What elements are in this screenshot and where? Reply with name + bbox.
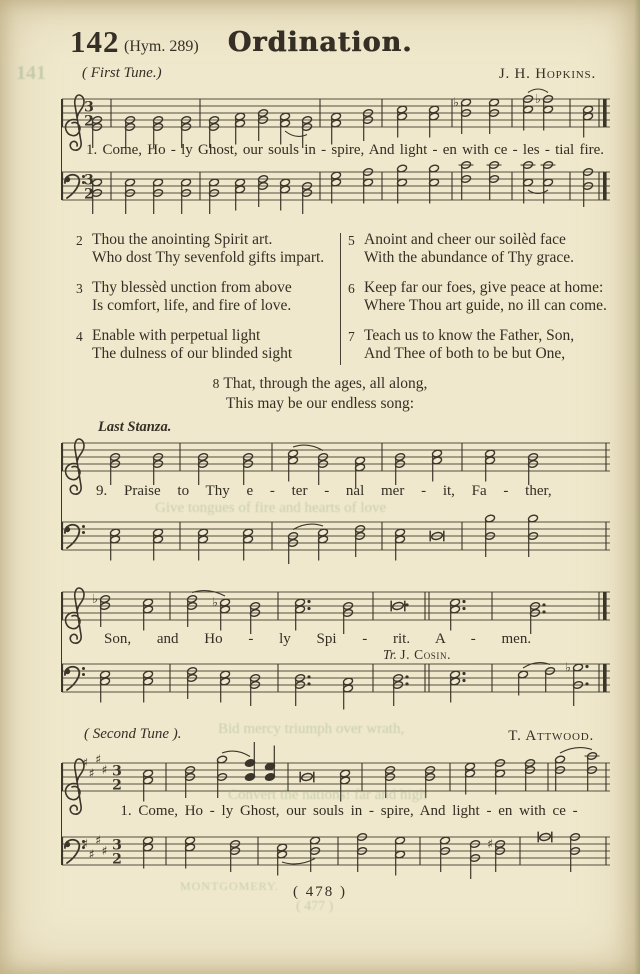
- music-staff-last-stanza-bass: [58, 506, 614, 582]
- bleedthrough-text: Bid mercy triumph over wrath,: [218, 721, 405, 737]
- verse-7: [348, 327, 610, 363]
- lyrics-line-1: 1. Come, Ho - ly Ghost, our souls in - spire, And light - en with ce - les - tial fire.: [85, 142, 605, 158]
- svg-text:♭: ♭: [535, 91, 541, 107]
- svg-text:2: 2: [112, 851, 122, 868]
- verse-line: The dulness of our blinded sight: [92, 345, 293, 362]
- verse-number: 3: [76, 281, 83, 296]
- svg-text:2: 2: [84, 113, 94, 130]
- svg-text:♭: ♭: [92, 591, 98, 607]
- last-stanza-label: Last Stanza.: [98, 419, 172, 435]
- verse-line: This may be our endless song:: [225, 395, 415, 412]
- bleedthrough-text: ( 477 ): [296, 899, 334, 914]
- second-tune-label: ( Second Tune ).: [84, 726, 182, 742]
- verse-line: Thy blessèd unction from above: [92, 279, 292, 296]
- page-edge-shadow: [634, 0, 640, 974]
- lyrics-line-2: 9. Praise to Thy e - ter - nal mer - it, Fa - ther,: [96, 483, 552, 499]
- lyrics-line-4: 1. Come, Ho - ly Ghost, our souls in - spire, And light - en with ce -: [120, 803, 578, 819]
- verse-4: [76, 327, 328, 363]
- verse-line: Enable with perpetual light: [92, 327, 261, 344]
- translator-name: J. Cosin.: [400, 647, 452, 662]
- bleedthrough-text: Convert the nations! far and high: [228, 787, 427, 803]
- verse-number: 2: [76, 233, 83, 248]
- svg-text:♭: ♭: [453, 94, 459, 110]
- verse-8: [120, 374, 520, 414]
- svg-text:♭: ♭: [212, 594, 218, 610]
- verse-number: 4: [76, 329, 83, 344]
- bleedthrough-text: 141: [16, 62, 46, 84]
- music-staff-first-tune-bass: [58, 156, 614, 232]
- svg-text:♯: ♯: [95, 751, 102, 767]
- verse-line: Is comfort, life, and fire of love.: [92, 297, 292, 314]
- lyrics-line-3: Son, and Ho - ly Spi - rit. A - men.: [104, 631, 532, 647]
- verse-line: Thou the anointing Spirit art.: [92, 231, 273, 248]
- svg-text:♯: ♯: [88, 846, 95, 862]
- translator-prefix: Tr.: [383, 647, 397, 662]
- svg-text:♭: ♭: [565, 659, 571, 675]
- verse-line: With the abundance of Thy grace.: [364, 249, 574, 266]
- first-tune-label: ( First Tune.): [82, 65, 162, 81]
- verse-5: [348, 231, 610, 267]
- verse-column-right: [348, 231, 610, 375]
- hymn-reference: (Hym. 289): [124, 38, 199, 55]
- verse-6: [348, 279, 610, 315]
- page-number: ( 478 ): [293, 884, 347, 900]
- svg-text:♯: ♯: [82, 836, 89, 852]
- bleedthrough-text: MONTGOMERY.: [180, 879, 280, 893]
- verse-line: Anoint and cheer our soilèd face: [364, 231, 566, 248]
- verse-line: That, through the ages, all along,: [223, 375, 428, 392]
- hymn-number: 142: [70, 24, 120, 59]
- verse-line: Teach us to know the Father, Son,: [364, 327, 575, 344]
- verse-number: 5: [348, 233, 355, 248]
- svg-text:2: 2: [112, 777, 122, 794]
- verse-2: [76, 231, 328, 267]
- bleedthrough-text: Give tongues of fire and hearts of love: [155, 500, 387, 516]
- svg-text:3: 3: [84, 172, 94, 189]
- verse-number: 7: [348, 329, 355, 344]
- svg-text:3: 3: [84, 99, 94, 116]
- verse-number: 6: [348, 281, 355, 296]
- svg-text:♯: ♯: [95, 832, 102, 848]
- svg-text:♯: ♯: [82, 755, 89, 771]
- verse-line: Where Thou art guide, no ill can come.: [364, 297, 607, 314]
- verse-line: Who dost Thy sevenfold gifts impart.: [92, 249, 325, 266]
- verse-line: And Thee of both to be but One,: [364, 345, 566, 362]
- svg-text:♯: ♯: [88, 765, 95, 781]
- music-staff-amen-bass: [58, 648, 614, 724]
- svg-text:3: 3: [112, 763, 122, 780]
- svg-text:♯: ♯: [487, 836, 494, 852]
- verse-line: Keep far our foes, give peace at home:: [364, 279, 604, 296]
- page-title: Ordination.: [227, 27, 413, 58]
- verse-column-divider: [340, 233, 341, 365]
- svg-text:♯: ♯: [101, 762, 108, 778]
- verse-column-left: [76, 231, 328, 375]
- svg-text:♯: ♯: [101, 843, 108, 859]
- composer-second-tune: T. Attwood.: [508, 728, 594, 744]
- svg-text:3: 3: [112, 837, 122, 854]
- verse-number: 8: [212, 376, 220, 391]
- svg-text:2: 2: [84, 186, 94, 203]
- verse-3: [76, 279, 328, 315]
- composer-first-tune: J. H. Hopkins.: [498, 66, 596, 82]
